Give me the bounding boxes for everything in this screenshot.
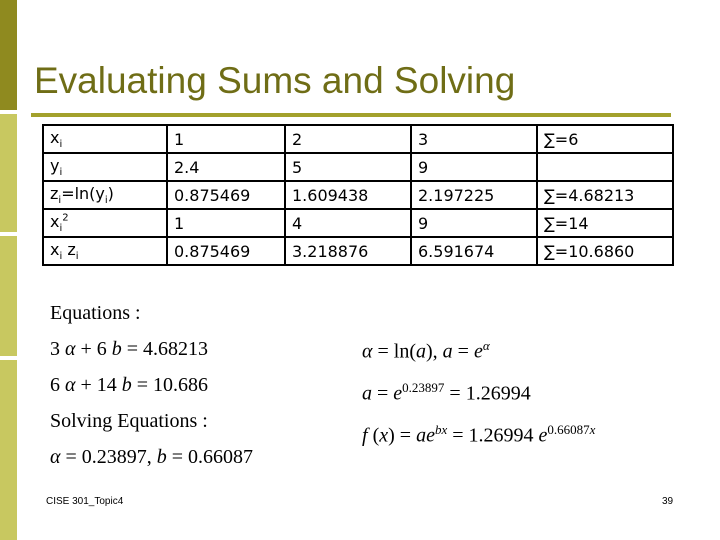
sidebar-divider [0,110,17,114]
footer-course: CISE 301_Topic4 [46,496,124,507]
table-row [43,209,673,237]
sum-cell: ∑=4.68213 [537,181,673,209]
solving-heading: Solving Equations : [50,410,208,432]
equation-2: 6 α + 14 b = 10.686 [50,374,209,396]
table-cell: 6.591674 [411,237,537,265]
sum-cell: ∑=6 [537,125,673,153]
row-label: $y_i$ [43,153,167,181]
relation-a: $a = e^{0.23897} = 1.26994$ [362,380,531,405]
table-cell: 3.218876 [285,237,411,265]
table-row [43,181,673,209]
table-cell: 0.875469 [167,181,285,209]
sidebar-accent-bar [0,0,17,540]
table-row [43,153,673,181]
table-cell: 2.197225 [411,181,537,209]
table-cell: 9 [411,153,537,181]
row-label: $z_i=\ln(y_i)$ [43,181,167,209]
sum-cell [537,153,673,181]
solution-line: α = 0.23897, b = 0.66087 [50,446,254,468]
fitted-function: f $(x) = ae^{bx} = 1.26994$ $e^{0.66087x}$ [362,422,596,447]
sidebar-divider [0,232,17,236]
sidebar-accent-cap [0,0,17,110]
title-underline [31,113,671,117]
equations-heading: Equations : [50,302,141,324]
table-cell: 2.4 [167,153,285,181]
relation-alpha: α = ln(a), $a = e^\alpha$ [362,338,490,363]
table-row [43,125,673,153]
table-cell: 1.609438 [285,181,411,209]
table-cell: 3 [411,125,537,153]
table-cell: 1 [167,209,285,237]
row-label: $x_i$ [43,125,167,153]
table-row [43,237,673,265]
table-cell: 4 [285,209,411,237]
row-label: $x_i^2$ [43,209,167,237]
table-cell: 9 [411,209,537,237]
table-cell: 5 [285,153,411,181]
equation-1: 3 α + 6 b = 4.68213 [50,338,209,360]
sums-table [42,124,674,266]
table-cell: 2 [285,125,411,153]
sidebar-divider [0,356,17,360]
table-cell: 0.875469 [167,237,285,265]
page-number: 39 [662,496,674,507]
sum-cell: ∑=10.6860 [537,237,673,265]
slide-title: Evaluating Sums and Solving [34,60,516,101]
row-label: $x_i$ $z_i$ [43,237,167,265]
sum-cell: ∑=14 [537,209,673,237]
table-cell: 1 [167,125,285,153]
